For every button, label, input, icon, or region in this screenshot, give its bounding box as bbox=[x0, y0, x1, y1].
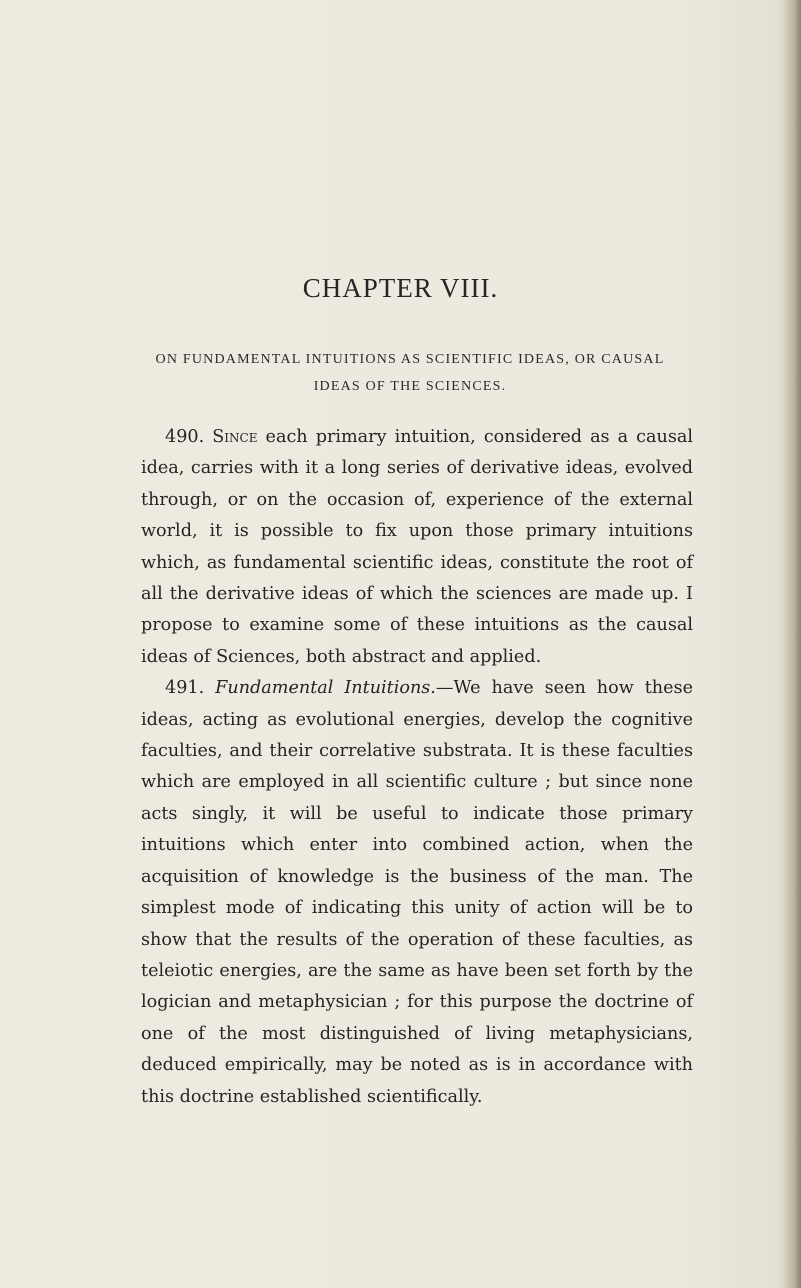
chapter-title: CHAPTER VIII. bbox=[302, 273, 499, 303]
page-edge-shadow bbox=[783, 0, 801, 1288]
paragraph-number: 491. bbox=[165, 678, 205, 699]
paragraph-491 bbox=[141, 673, 693, 1113]
paragraph-text: —We have seen how these ideas, acting as evolutional energies, develop the cognitive faculties, and their correlative substrata. It is these faculties which are employed in all scientific culture ; but since none acts singly, it will be useful to indicate those primary intuitions which enter into combined action, when the acquisition of knowledge is the business of the man. The simplest mode of indicating this unity of action will be to show that the results of the operation of these faculties, as teleiotic energies, are the same as have been set forth by the logician and metaphysician ; for this purpose the doctrine of one of the most distinguished of living metaphysicians, deduced empirically, may be noted as is in accordance with this doctrine established scientifically. bbox=[141, 678, 693, 1107]
body-text bbox=[141, 422, 693, 1113]
paragraph-lead: Since bbox=[212, 427, 258, 447]
paragraph-number: 490. bbox=[165, 427, 205, 447]
paragraph-490 bbox=[141, 422, 693, 673]
paragraph-text: each primary intuition, considered as a causal idea, carries with it a long series of derivative ideas, evolved through, or on the occasion of, experience of the external world, it is possible to fix upon those primary intuitions which, as fundamental scientific ideas, constitute the root of all the derivative ideas of which the sciences are made up. I propose to examine some of these intuitions as the causal ideas of Sciences, both abstract and applied. bbox=[141, 427, 693, 667]
paragraph-heading: Fundamental Intuitions. bbox=[215, 678, 436, 699]
chapter-subtitle: ON FUNDAMENTAL INTUITIONS AS SCIENTIFIC IDEAS, OR CAUSAL IDEAS OF THE SCIENCES. bbox=[155, 352, 665, 394]
